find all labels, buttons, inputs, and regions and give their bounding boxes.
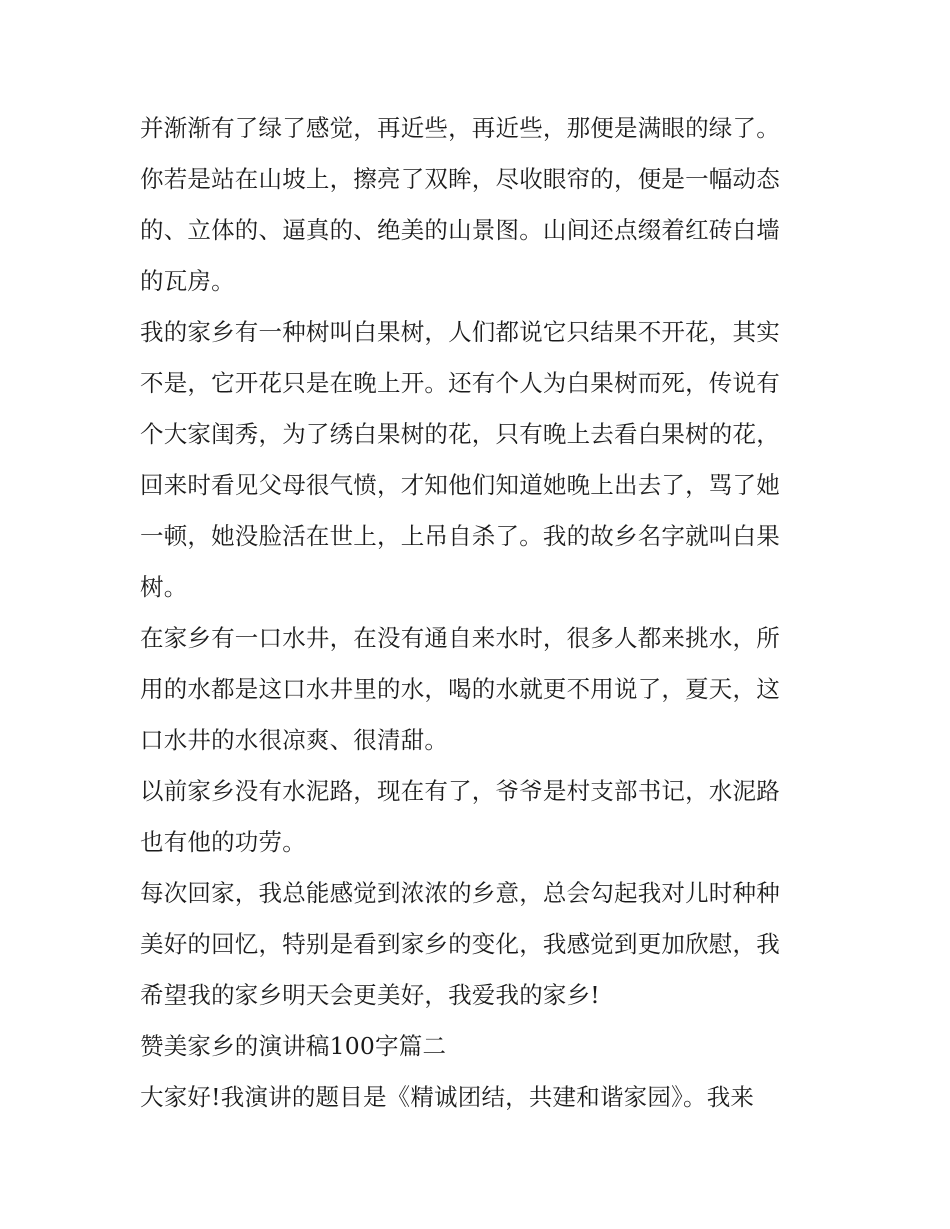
text-line: 个大家闺秀，为了绣白果树的花，只有晚上去看白果树的花， [140,420,780,448]
text-line: 以前家乡没有水泥路，现在有了，爷爷是村支部书记，水泥路 [140,777,780,805]
document-body [140,103,820,1123]
text-line: 的、立体的、逼真的、绝美的山景图。山间还点缀着红砖白墙 [140,216,780,244]
text-line: 也有他的功劳。 [140,828,306,856]
text-line: 你若是站在山坡上，擦亮了双眸，尽收眼帘的，便是一幅动态 [140,165,780,193]
text-line: 美好的回忆，特别是看到家乡的变化，我感觉到更加欣慰，我 [140,930,780,958]
text-line: 用的水都是这口水井里的水，喝的水就更不用说了，夏天，这 [140,675,780,703]
section-heading: 赞美家乡的演讲稿100字篇二 [140,1032,447,1060]
text-line: 并渐渐有了绿了感觉，再近些，再近些，那便是满眼的绿了。 [140,114,780,142]
text-line: 大家好!我演讲的题目是《精诚团结，共建和谐家园》。我来 [140,1083,755,1111]
text-line: 回来时看见父母很气愤，才知他们知道她晚上出去了，骂了她 [140,471,780,499]
text-line: 口水井的水很凉爽、很清甜。 [140,726,449,754]
text-line: 树。 [140,573,188,601]
text-line: 希望我的家乡明天会更美好，我爱我的家乡! [140,981,600,1009]
text-line: 不是，它开花只是在晚上开。还有个人为白果树而死，传说有 [140,369,780,397]
text-line: 每次回家，我总能感觉到浓浓的乡意，总会勾起我对儿时种种 [140,879,780,907]
text-line: 一顿，她没脸活在世上，上吊自杀了。我的故乡名字就叫白果 [140,522,780,550]
text-line: 我的家乡有一种树叫白果树，人们都说它只结果不开花，其实 [140,318,780,346]
text-line: 的瓦房。 [140,267,235,295]
text-line: 在家乡有一口水井，在没有通自来水时，很多人都来挑水，所 [140,624,780,652]
